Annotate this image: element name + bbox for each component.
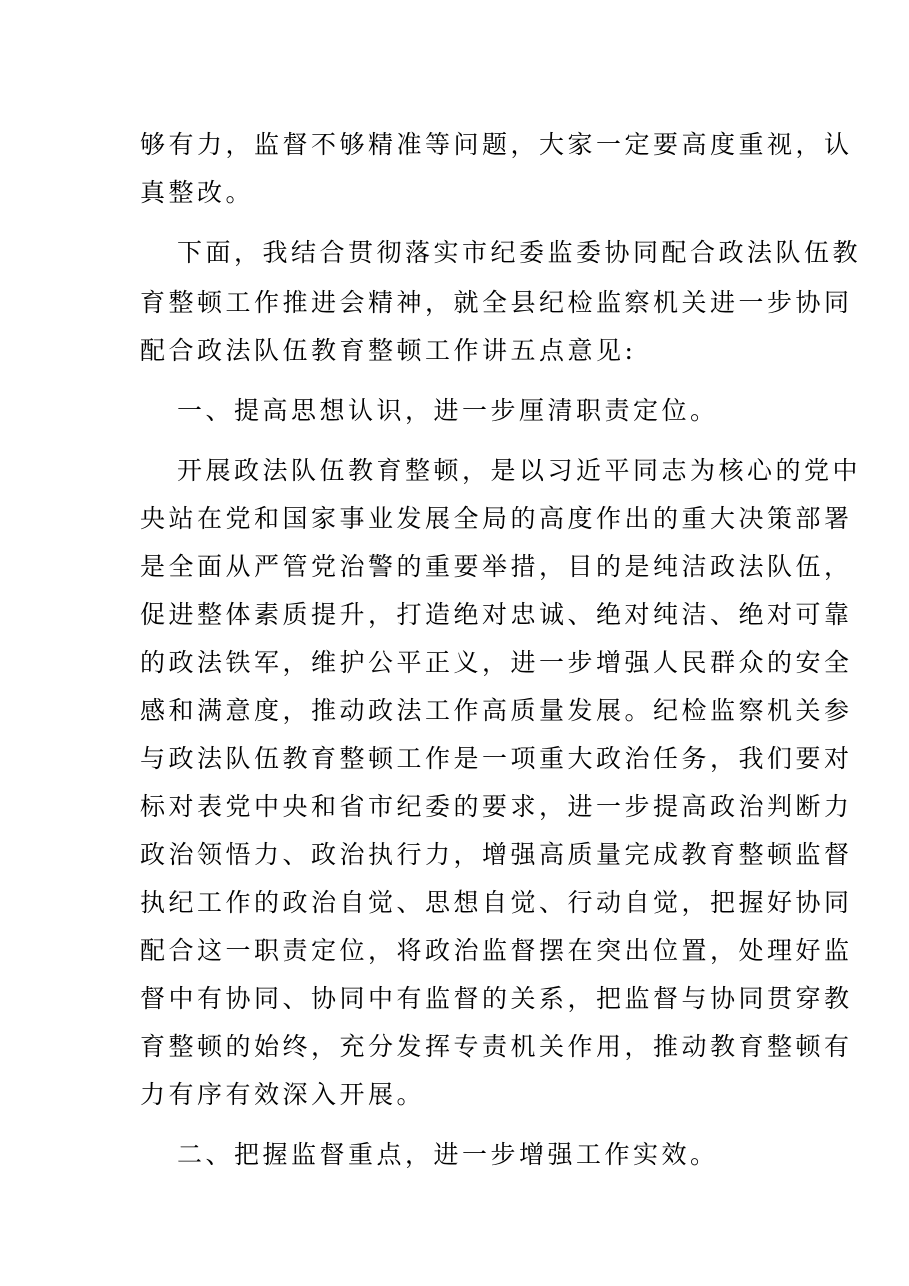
- text-line: 政治领悟力、政治执行力，增强高质量完成教育整顿监督: [140, 840, 853, 869]
- section-heading-2: 二、把握监督重点，进一步增强工作实效。: [177, 1140, 719, 1169]
- paragraph-first-line: 开展政法队伍教育整顿，是以习近平同志为核心的党中: [177, 456, 862, 485]
- text-line: 督中有协同、协同中有监督的关系，把监督与协同贯穿教: [140, 984, 853, 1013]
- text-line: 育整顿工作推进会精神，就全县纪检监察机关进一步协同: [140, 288, 853, 317]
- text-line: 促进整体素质提升，打造绝对忠诚、绝对纯洁、绝对可靠: [140, 600, 853, 629]
- text-line: 配合这一职责定位，将政治监督摆在突出位置，处理好监: [140, 936, 853, 965]
- text-line: 感和满意度，推动政法工作高质量发展。纪检监察机关参: [140, 696, 853, 725]
- text-line: 标对表党中央和省市纪委的要求，进一步提高政治判断力: [140, 792, 853, 821]
- text-line: 够有力，监督不够精准等问题，大家一定要高度重视，认: [140, 130, 853, 159]
- text-line: 的政法铁军，维护公平正义，进一步增强人民群众的安全: [140, 648, 853, 677]
- text-line: 配合政法队伍教育整顿工作讲五点意见:: [140, 336, 637, 365]
- text-line: 是全面从严管党治警的重要举措，目的是纯洁政法队伍，: [140, 552, 853, 581]
- paragraph-first-line: 下面，我结合贯彻落实市纪委监委协同配合政法队伍教: [177, 238, 862, 267]
- text-line: 育整顿的始终，充分发挥专责机关作用，推动教育整顿有: [140, 1032, 853, 1061]
- section-heading-1: 一、提高思想认识，进一步厘清职责定位。: [177, 396, 719, 425]
- text-line: 执纪工作的政治自觉、思想自觉、行动自觉，把握好协同: [140, 888, 853, 917]
- text-line: 力有序有效深入开展。: [140, 1080, 426, 1109]
- text-line: 真整改。: [140, 178, 255, 207]
- text-line: 央站在党和国家事业发展全局的高度作出的重大决策部署: [140, 504, 853, 533]
- text-line: 与政法队伍教育整顿工作是一项重大政治任务，我们要对: [140, 744, 853, 773]
